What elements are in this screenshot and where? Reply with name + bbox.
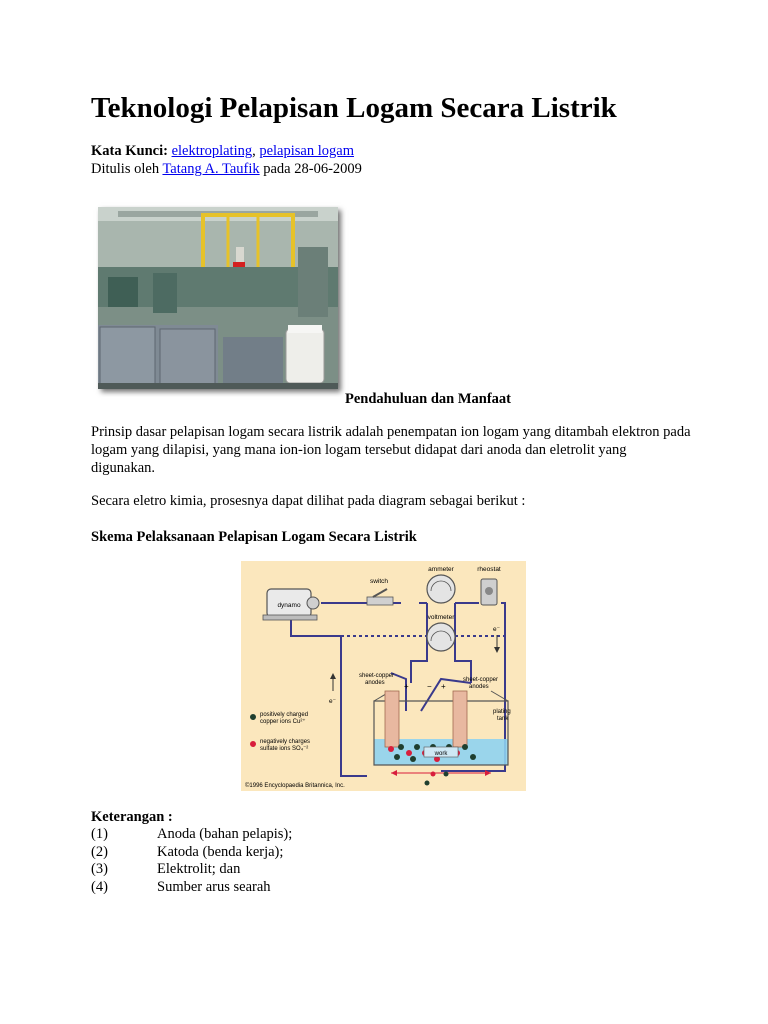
electron-label-left: e⁻	[329, 698, 337, 705]
rheostat-label: rheostat	[477, 566, 501, 573]
note-number: (2)	[91, 843, 108, 860]
note-number: (1)	[91, 826, 108, 842]
anodes-left-label-2: anodes	[365, 680, 385, 686]
ammeter-label: ammeter	[428, 566, 454, 573]
anodes-left-label-1: sheet-copper	[359, 673, 395, 679]
paragraph-intro: Prinsip dasar pelapisan logam secara listrik adalah penempatan ion logam yang ditambah elektron pada logam yang dilapisi, yang mana ion-ion logam tersebut didapat dari anoda dan eletrolit yang digunakan.	[91, 424, 691, 476]
publish-date: 28-06-2009	[294, 161, 362, 177]
note-text: Anoda (bahan pelapis);	[157, 826, 293, 842]
anodes-right-label-2: anodes	[469, 684, 489, 690]
factory-photo	[98, 207, 338, 389]
section-heading: Pendahuluan dan Manfaat	[345, 391, 511, 407]
byline-mid: pada	[263, 161, 291, 177]
legend-positive-swatch	[250, 714, 256, 720]
left-anode	[385, 691, 399, 747]
paragraph-diagram-intro: Secara eletro kimia, prosesnya dapat dilihat pada diagram sebagai berikut :	[91, 493, 526, 509]
note-number: (3)	[91, 861, 108, 877]
dynamo-label: dynamo	[277, 602, 301, 609]
voltmeter-label: voltmeter	[427, 614, 455, 621]
list-item	[91, 844, 292, 862]
keywords-label: Kata Kunci:	[91, 143, 168, 159]
legend-positive-line-1: positively charged	[260, 712, 309, 718]
keyword-link-pelapisan-logam[interactable]: pelapisan logam	[259, 143, 354, 159]
electroplating-diagram	[241, 561, 526, 791]
plating-tank-label-1: plating	[493, 709, 511, 715]
note-text: Sumber arus searah	[157, 878, 271, 895]
keywords-line	[91, 142, 354, 160]
notes-list	[91, 826, 292, 896]
legend-negative-swatch	[250, 741, 256, 747]
byline-prefix: Ditulis oleh	[91, 161, 160, 177]
list-item	[91, 879, 292, 897]
work-label: work	[434, 751, 448, 757]
byline	[91, 160, 362, 178]
legend-positive-line-2: copper ions Cu²⁺	[260, 719, 306, 725]
list-item	[91, 861, 292, 879]
author-link[interactable]: Tatang A. Taufik	[162, 161, 260, 177]
diagram-heading: Skema Pelaksanaan Pelapisan Logam Secara Listrik	[91, 529, 417, 545]
keyword-separator: ,	[252, 143, 260, 159]
legend-negative-line-2: sulfate ions SO₄⁻²	[260, 746, 309, 752]
page-title: Teknologi Pelapisan Logam Secara Listrik	[91, 92, 617, 124]
note-text: Katoda (benda kerja);	[157, 843, 284, 860]
minus-label: −	[427, 682, 432, 691]
voltmeter-icon	[427, 623, 455, 651]
switch-label: switch	[369, 578, 389, 585]
note-text: Elektrolit; dan	[157, 861, 241, 877]
anodes-right-label-1: sheet-copper	[463, 677, 499, 683]
diagram-copyright: ©1996 Encyclopaedia Britannica, Inc.	[245, 783, 345, 789]
electron-label-right: e⁻	[493, 626, 501, 633]
plus-left-label: +	[404, 682, 409, 691]
plating-tank-label-2: tank	[497, 716, 509, 722]
right-anode	[453, 691, 467, 747]
plus-right-label: +	[441, 682, 446, 691]
list-item	[91, 826, 292, 844]
switch-icon	[367, 589, 393, 605]
notes-title: Keterangan :	[91, 809, 173, 825]
note-number: (4)	[91, 878, 108, 895]
keyword-link-elektroplating[interactable]: elektroplating	[171, 143, 253, 159]
legend-negative-line-1: negatively charges	[260, 739, 311, 745]
